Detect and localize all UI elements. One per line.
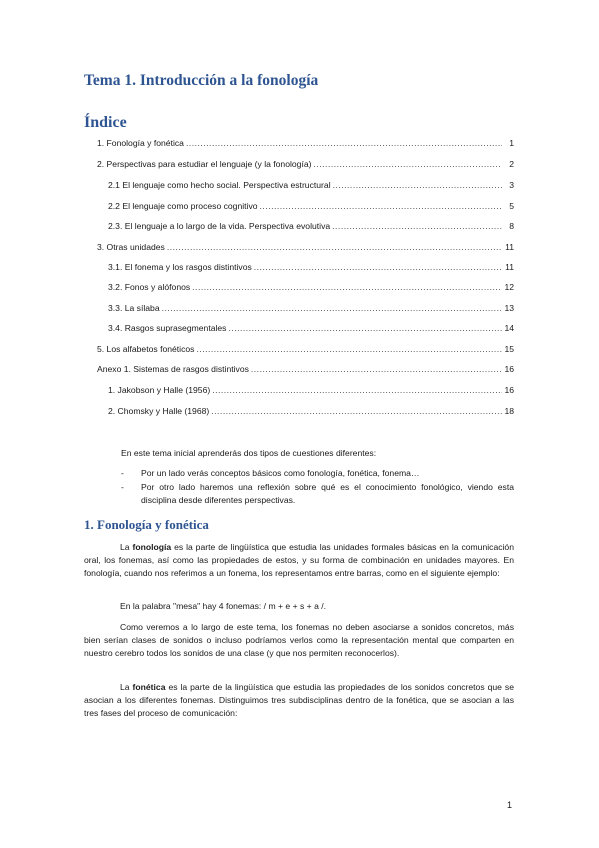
toc-entry-page: 16 [504, 364, 514, 374]
index-heading: Índice [84, 114, 127, 131]
intro-text: En este tema inicial aprenderás dos tipos de cuestiones diferentes: [121, 448, 377, 458]
toc-entry-page: 8 [509, 221, 514, 231]
paragraph-fonetica [84, 681, 514, 721]
toc-entry[interactable] [108, 218, 514, 232]
toc-entry-label: 3.4. Rasgos suprasegmentales [108, 323, 227, 333]
toc-entry[interactable] [97, 156, 514, 170]
bullet-item: Por otro lado haremos una reflexión sobre qué es el conocimiento fonológico, viendo esta disciplina desde diferentes perspectivas. [141, 482, 514, 506]
section-heading: 1. Fonología y fonética [84, 517, 209, 532]
toc-dot-leader [260, 201, 502, 212]
toc-entry-page: 18 [504, 406, 514, 416]
toc-entry-label: 3. Otras unidades [97, 242, 165, 252]
toc-dot-leader [162, 303, 502, 314]
toc-entry[interactable] [97, 341, 514, 355]
toc-entry-page: 13 [504, 303, 514, 313]
toc-entry[interactable] [97, 135, 514, 149]
toc-dot-leader [314, 159, 503, 170]
toc-entry-page: 15 [504, 344, 514, 354]
toc-entry-page: 3 [509, 180, 514, 190]
toc-dot-leader [332, 221, 502, 232]
term-fonetica: fonética [132, 682, 166, 692]
toc-dot-leader [212, 385, 502, 396]
toc-entry[interactable] [108, 382, 514, 396]
toc-entry-label: 5. Los alfabetos fonéticos [97, 344, 195, 354]
toc-entry-label: 1. Fonología y fonética [97, 138, 184, 148]
toc-dot-leader [167, 242, 502, 253]
toc-dot-leader [254, 262, 502, 273]
toc-entry-page: 14 [504, 323, 514, 333]
toc-entry[interactable] [108, 403, 514, 417]
example-line: En la palabra "mesa" hay 4 fonemas: / m + e + s + a /. [120, 601, 327, 611]
toc-entry-page: 16 [504, 385, 514, 395]
toc-entry[interactable] [97, 239, 514, 253]
toc-entry-label: 2. Chomsky y Halle (1968) [108, 406, 210, 416]
toc-dot-leader [196, 344, 502, 355]
paragraph-fonemas: Como veremos a lo largo de este tema, los fonemas no deben asociarse a sonidos concretos, más bien serían clases de sonidos o incluso podríamos verlos como la representación mental que comparten en nuestro cerebro todos los sonidos de una clase (y que nos permiten reconocerlos). [84, 622, 514, 659]
toc-entry-page: 2 [509, 159, 514, 169]
paragraph-body: es la parte de lingüística que estudia las unidades formales básicas en la comunicación oral, los fonemas, así como las propiedades de estos, y su forma de combinación en unidades mayores. En fonología, cuando nos referimos a un fonema, los representamos entre barras, como en el siguiente ejemplo: [84, 542, 514, 579]
paragraph-fonologia [84, 541, 514, 581]
toc-entry-page: 11 [505, 262, 514, 272]
toc-entry[interactable] [97, 361, 514, 375]
toc-entry-label: 1. Jakobson y Halle (1956) [108, 385, 211, 395]
toc-entry[interactable] [108, 320, 514, 334]
toc-dot-leader [211, 406, 502, 417]
toc-dot-leader [333, 180, 502, 191]
toc-entry-label: 3.3. La sílaba [108, 303, 160, 313]
toc-entry-page: 12 [504, 282, 514, 292]
toc-dot-leader [186, 138, 502, 149]
toc-entry-label: 3.2. Fonos y alófonos [108, 282, 191, 292]
toc-dot-leader [228, 323, 502, 334]
toc-entry-label: 2.2 El lenguaje como proceso cognitivo [108, 201, 258, 211]
toc-entry[interactable] [108, 279, 514, 293]
document-title: Tema 1. Introducción a la fonología [84, 72, 319, 89]
toc-entry[interactable] [108, 198, 514, 212]
paragraph-body: es la parte de la lingüística que estudia las propiedades de los sonidos concretos que se asocian a los diferentes fonemas. Distinguimos tres subdisciplinas dentro de la fonética, que se asocian a las tres fases del proceso de comunicación: [84, 682, 514, 719]
toc-entry-label: 2.1 El lenguaje como hecho social. Perspectiva estructural [108, 180, 331, 190]
toc-entry[interactable] [108, 259, 514, 273]
toc-entry-page: 5 [509, 201, 514, 211]
paragraph-lead: La [120, 682, 133, 692]
toc-entry-label: 2.3. El lenguaje a lo largo de la vida. Perspectiva evolutiva [108, 221, 331, 231]
bullet-marker: - [121, 468, 124, 478]
bullet-item: Por un lado verás conceptos básicos como fonología, fonética, fonema… [141, 468, 420, 478]
toc-entry[interactable] [108, 300, 514, 314]
toc-dot-leader [251, 364, 502, 375]
toc-entry-label: 2. Perspectivas para estudiar el lenguaje (y la fonología) [97, 159, 312, 169]
toc-entry-label: 3.1. El fonema y los rasgos distintivos [108, 262, 252, 272]
paragraph-lead: La [120, 542, 133, 552]
term-fonologia: fonología [132, 542, 172, 552]
toc-entry-page: 1 [509, 138, 514, 148]
page-number: 1 [507, 800, 513, 810]
toc-entry[interactable] [108, 177, 514, 191]
toc-entry-page: 11 [505, 242, 514, 252]
toc-dot-leader [192, 282, 502, 293]
bullet-marker: - [121, 482, 124, 492]
toc-entry-label: Anexo 1. Sistemas de rasgos distintivos [97, 364, 249, 374]
